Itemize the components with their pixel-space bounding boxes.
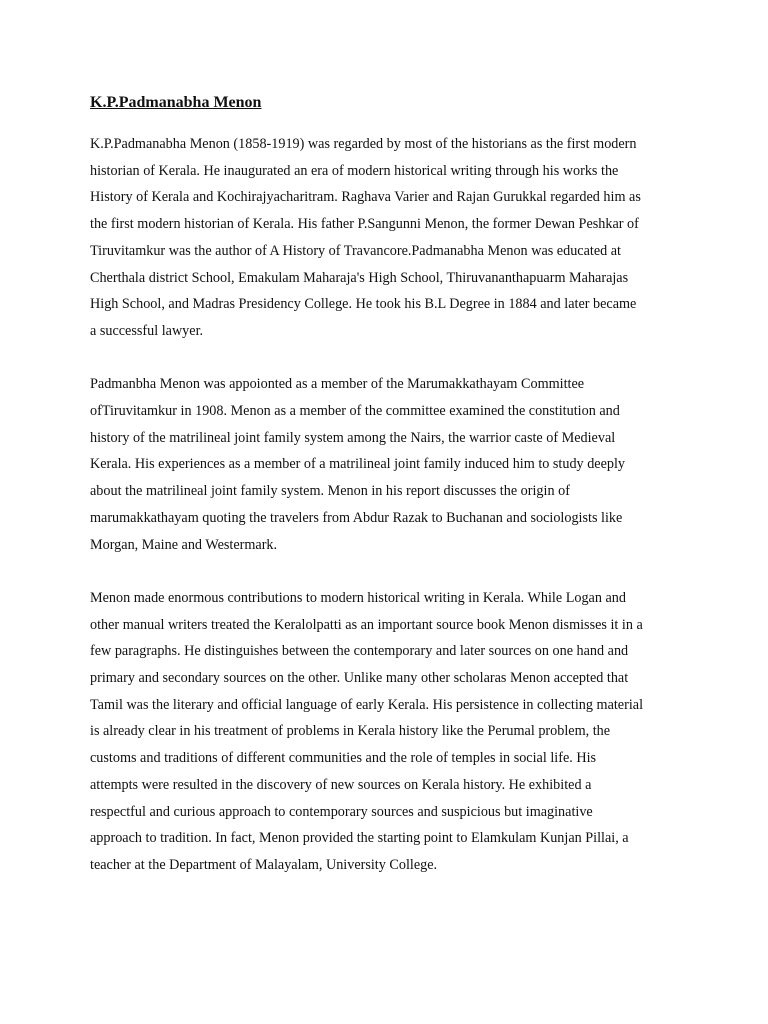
paragraph-line: marumakkathayam quoting the travelers from Abdur Razak to Buchanan and sociologists like xyxy=(90,509,623,526)
paragraph-line: history of the matrilineal joint family system among the Nairs, the warrior caste of Medieval xyxy=(90,429,616,446)
paragraph-line: approach to tradition. In fact, Menon provided the starting point to Elamkulam Kunjan Pillai, a xyxy=(90,830,629,847)
paragraph-line: ofTiruvitamkur in 1908. Menon as a member of the committee examined the constitution and xyxy=(90,403,620,420)
paragraph-line: respectful and curious approach to contemporary sources and suspicious but imaginative xyxy=(90,803,593,820)
document-title: K.P.Padmanabha Menon xyxy=(90,94,262,111)
paragraph-line: few paragraphs. He distinguishes between the contemporary and later sources on one hand and xyxy=(90,643,629,660)
paragraph-2 xyxy=(90,371,690,558)
paragraph-line: attempts were resulted in the discovery of new sources on Kerala history. He exhibited a xyxy=(90,776,592,793)
paragraph-line: primary and secondary sources on the other. Unlike many other scholaras Menon accepted that xyxy=(90,670,629,687)
paragraph-line: other manual writers treated the Keralolpatti as an important source book Menon dismisses it in a xyxy=(90,616,643,633)
paragraph-3 xyxy=(90,585,690,879)
paragraph-line: the first modern historian of Kerala. His father P.Sangunni Menon, the former Dewan Peshkar of xyxy=(90,216,639,233)
paragraph-line: a successful lawyer. xyxy=(90,322,204,339)
paragraph-line: customs and traditions of different communities and the role of temples in social life. His xyxy=(90,750,597,767)
paragraph-line: Padmanbha Menon was appoionted as a member of the Marumakkathayam Committee xyxy=(90,376,585,393)
paragraph-line: Morgan, Maine and Westermark. xyxy=(90,536,278,553)
paragraph-line: High School, and Madras Presidency College. He took his B.L Degree in 1884 and later became xyxy=(90,296,637,313)
paragraph-line: Tamil was the literary and official language of early Kerala. His persistence in collecting material xyxy=(90,696,644,713)
document-page xyxy=(90,92,690,905)
paragraph-line: History of Kerala and Kochirajyacharitram. Raghava Varier and Rajan Gurukkal regarded him as xyxy=(90,189,641,206)
paragraph-line: Menon made enormous contributions to modern historical writing in Kerala. While Logan and xyxy=(90,589,626,606)
paragraph-line: teacher at the Department of Malayalam, University College. xyxy=(90,856,438,873)
paragraph-line: Tiruvitamkur was the author of A History of Travancore.Padmanabha Menon was educated at xyxy=(90,242,622,259)
paragraph-line: historian of Kerala. He inaugurated an era of modern historical writing through his works the xyxy=(90,162,619,179)
paragraph-line: is already clear in his treatment of problems in Kerala history like the Perumal problem, the xyxy=(90,723,611,740)
paragraph-1 xyxy=(90,131,690,345)
paragraph-line: about the matrilineal joint family system. Menon in his report discusses the origin of xyxy=(90,483,570,500)
paragraph-line: Cherthala district School, Emakulam Maharaja's High School, Thiruvananthapuarm Maharajas xyxy=(90,269,629,286)
paragraph-line: Kerala. His experiences as a member of a matrilineal joint family induced him to study deeply xyxy=(90,456,626,473)
paragraph-line: K.P.Padmanabha Menon (1858-1919) was regarded by most of the historians as the first modern xyxy=(90,136,637,152)
